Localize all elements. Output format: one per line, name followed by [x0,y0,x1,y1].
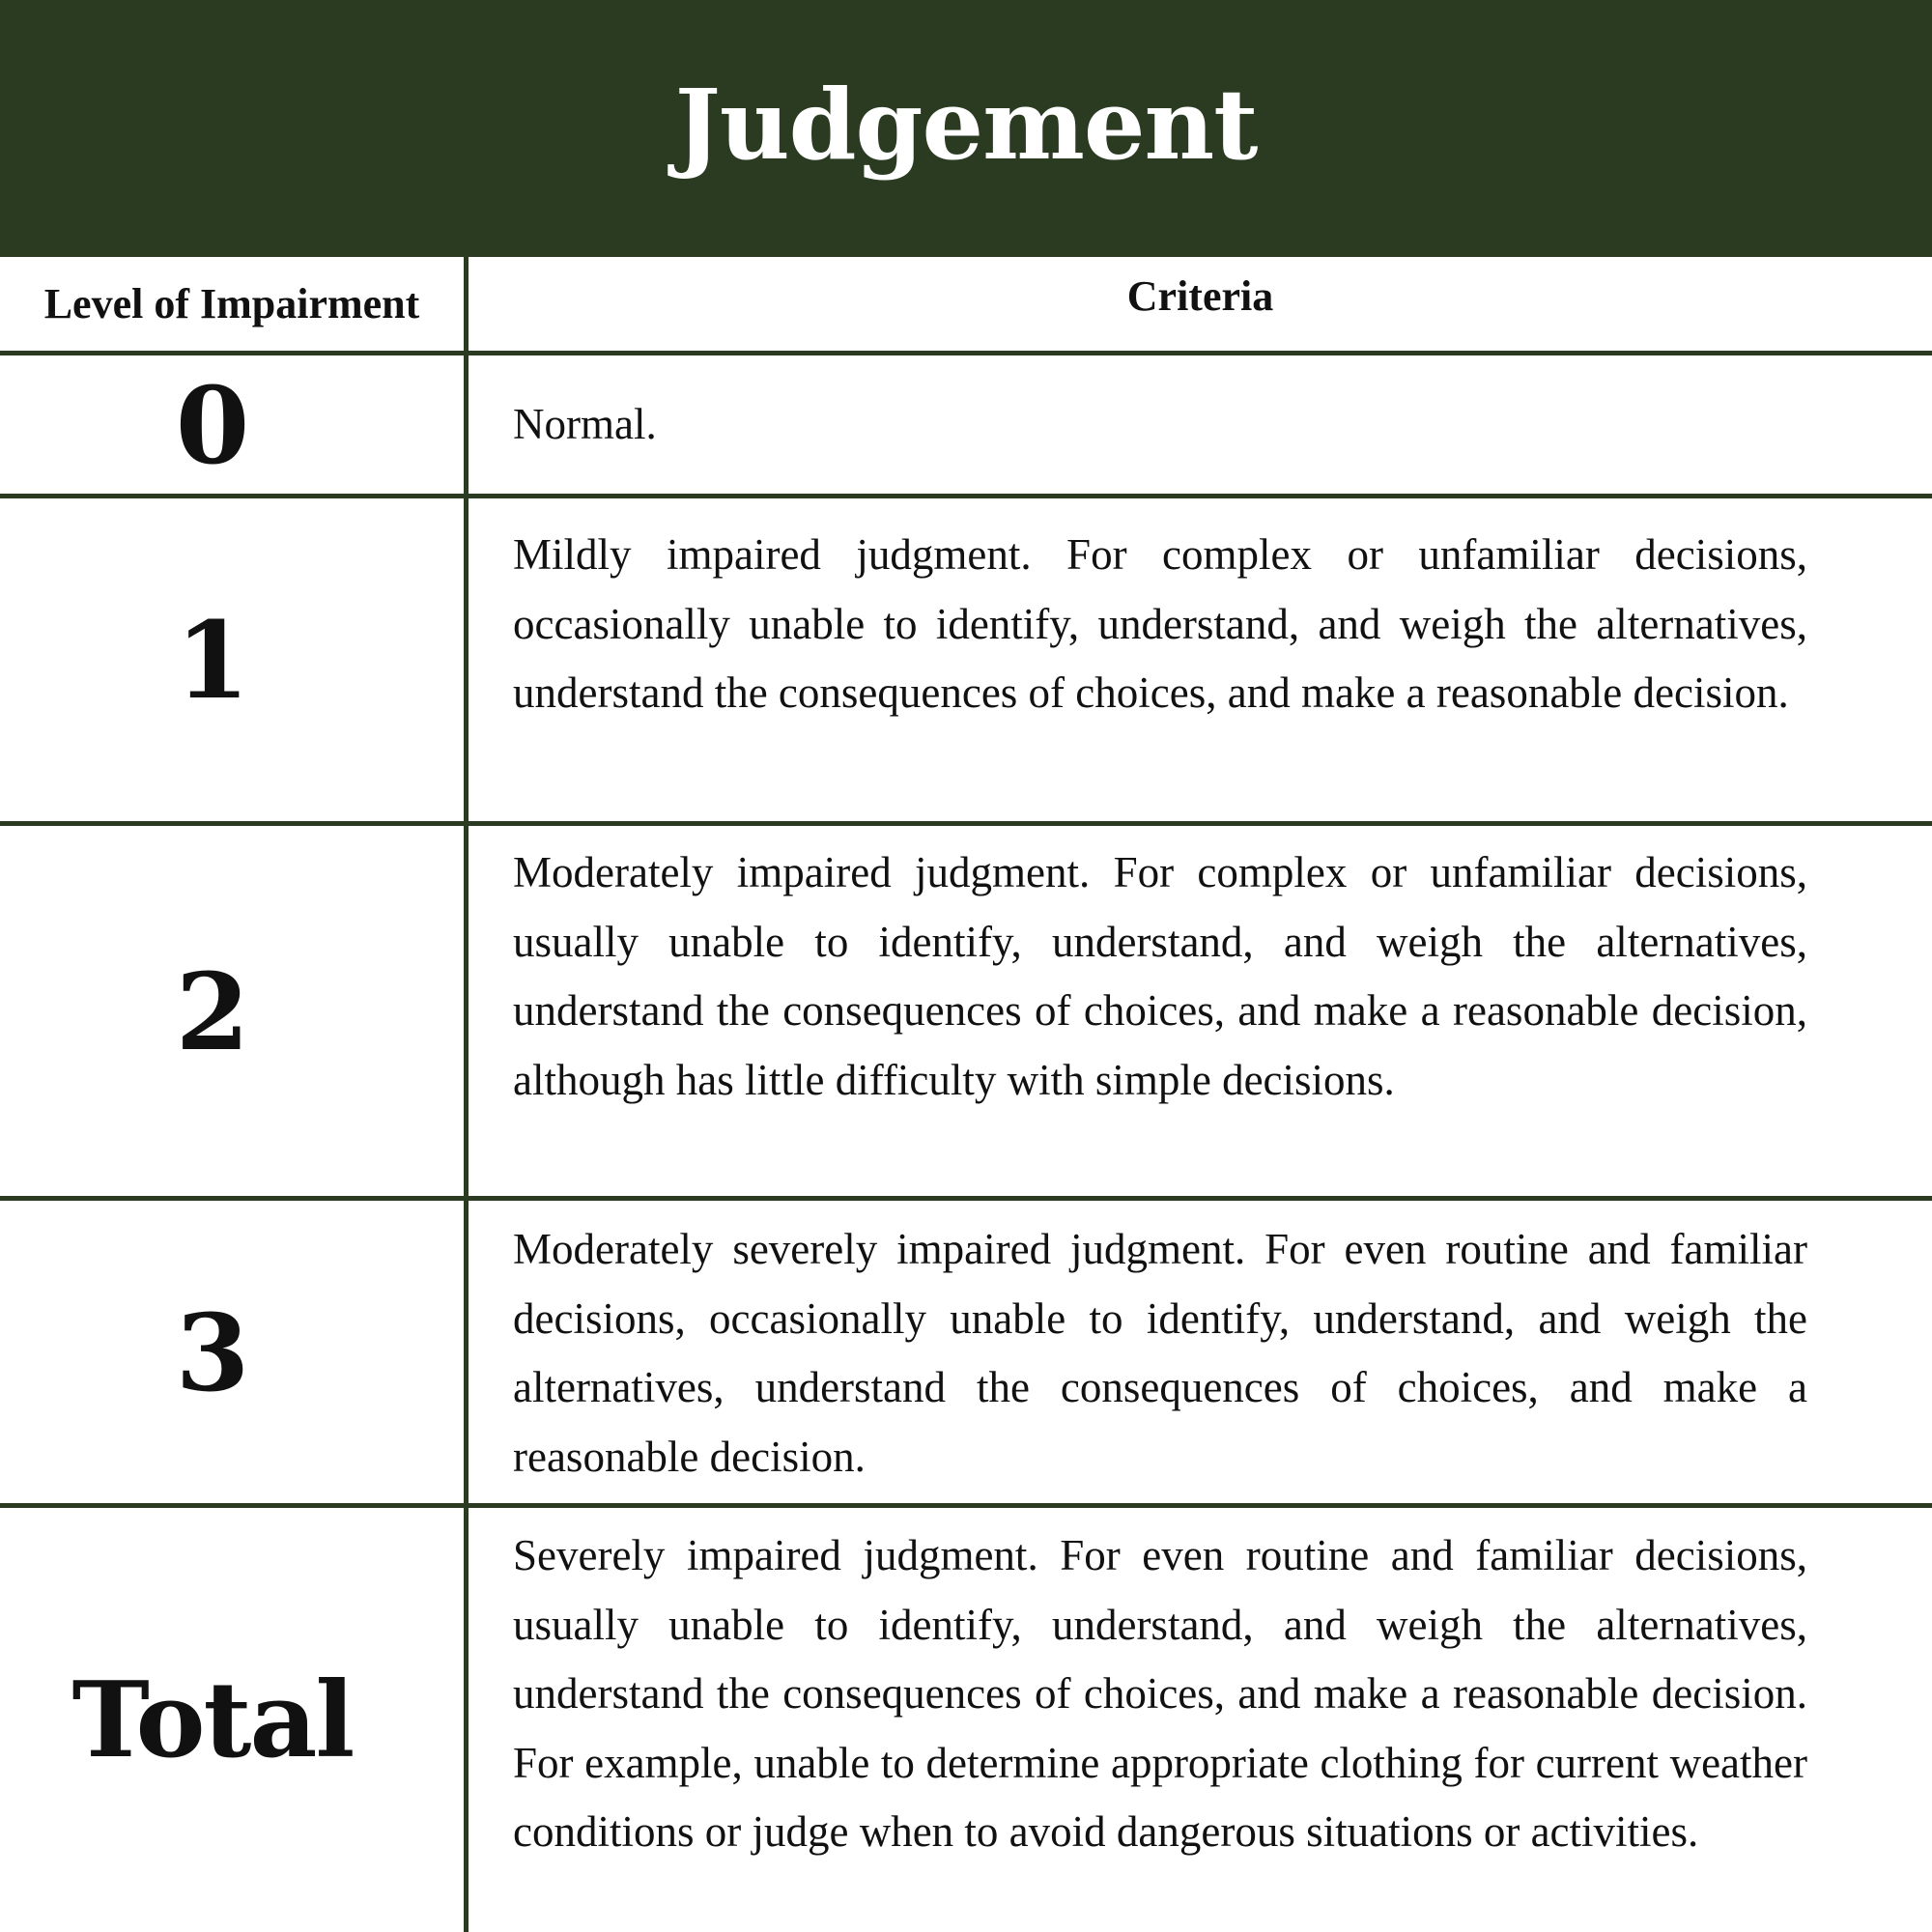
level-0: 0 [175,362,250,488]
level-total: Total [71,1659,354,1781]
criteria-total: Severely impaired judgment. For even routine and familiar decisions, usually unable to identify, understand, and weigh the alternatives, understand the consequences of choices, and make a reasonable decision. For example, unable to determine appropriate clothing for current weather conditions or judge when to avoid dangerous situations or activities. [513,1531,1807,1856]
criteria-2: Moderately impaired judgment. For complex or unfamiliar decisions, usually unable to identify, understand, and weigh the alternatives, understand the consequences of choices, and make a reasonable decision, although has little difficulty with simple decisions. [513,848,1807,1104]
level-2: 2 [175,950,250,1074]
criteria-3: Moderately severely impaired judgment. For even routine and familiar decisions, occasionally unable to identify, understand, and weigh the alternatives, understand the consequences of choices, and make a reasonable decision. [513,1225,1807,1481]
level-3: 3 [175,1290,250,1415]
column-divider [464,257,469,1932]
header-criteria: Criteria [1126,271,1274,320]
title-banner [0,0,1932,257]
page-title: Judgement [674,68,1258,182]
header-level: Level of Impairment [43,280,420,327]
level-1: 1 [175,598,250,723]
criteria-1: Mildly impaired judgment. For complex or unfamiliar decisions, occasionally unable to identify, understand, and weigh the alternatives, understand the consequences of choices, and make a reasonable decision. [513,530,1807,717]
impairment-table [0,257,1932,1932]
criteria-0: Normal. [513,400,657,448]
